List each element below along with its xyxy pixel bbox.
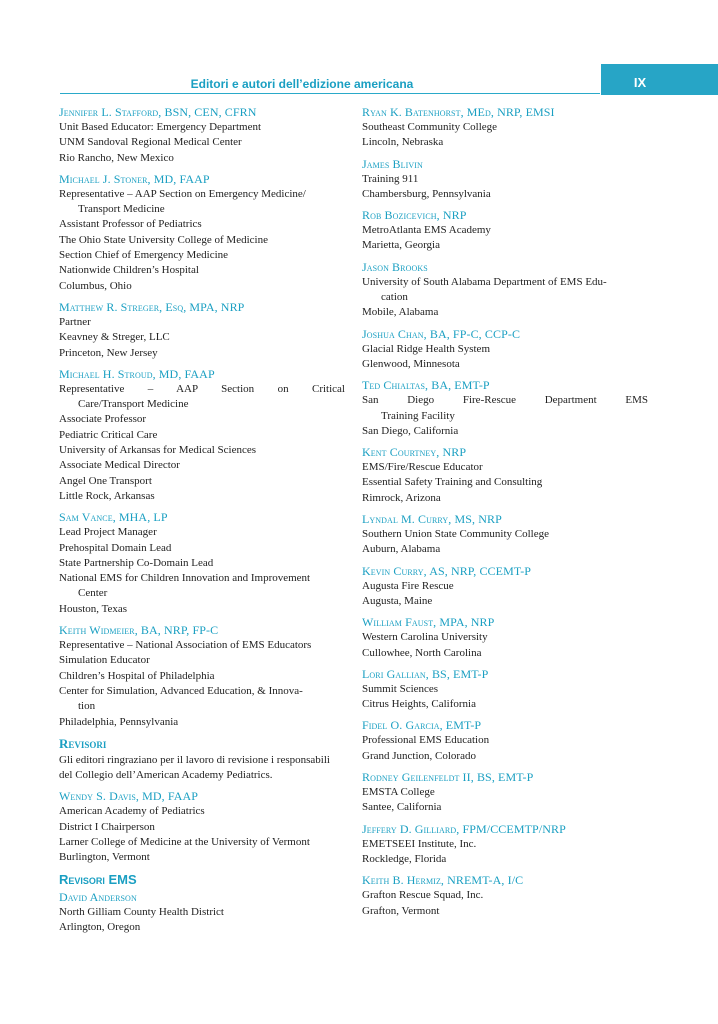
affiliation-line: Augusta Fire Rescue — [362, 579, 454, 592]
page-number: IX — [633, 75, 647, 90]
contributor-entry — [59, 104, 345, 166]
affiliation-line: Rockledge, Florida — [362, 852, 447, 865]
affiliation-line: EMS/Fire/Rescue Educator — [362, 461, 483, 474]
affiliation-line: MetroAtlanta EMS Academy — [362, 224, 491, 237]
contributor-entry — [362, 511, 648, 558]
contributor-name: William Faust, MPA, NRP — [362, 615, 495, 630]
contributor-name: Keith B. Hermiz, NREMT-A, I/C — [362, 873, 524, 888]
affiliation-line: National EMS for Children Innovation and Improvement — [59, 572, 311, 585]
contributor-entry — [362, 444, 648, 506]
contributor-entry — [362, 821, 648, 868]
affiliation-line: tion — [78, 700, 96, 713]
contributor-name: Keith Widmeier, BA, NRP, FP-C — [59, 623, 219, 638]
affiliation-line: Transport Medicine — [78, 203, 165, 216]
affiliation-line: Western Carolina University — [362, 631, 488, 644]
contributor-entry — [59, 788, 345, 865]
affiliation-line: Representative – AAP Section on Critical — [59, 382, 345, 395]
contributor-name: Ted Chialtas, BA, EMT-P — [362, 378, 490, 393]
affiliation-line: Assistant Professor of Pediatrics — [59, 218, 202, 231]
affiliation-line: North Gilliam County Health District — [59, 905, 224, 918]
running-header-title: Editori e autori dell’edizione americana — [190, 77, 414, 91]
contributor-entry — [362, 156, 648, 203]
affiliation-line: Prehospital Domain Lead — [59, 541, 172, 554]
right-column — [362, 104, 648, 924]
contributor-name: Lyndal M. Curry, MS, NRP — [362, 512, 502, 527]
contributor-entry — [362, 872, 648, 919]
contributor-entry — [59, 889, 345, 936]
affiliation-line: Associate Medical Director — [59, 459, 180, 472]
contributor-entry — [59, 622, 345, 730]
affiliation-line: Representative – National Association of EMS Educators — [59, 639, 312, 652]
affiliation-line: Cullowhee, North Carolina — [362, 646, 482, 659]
affiliation-line: Center — [78, 587, 108, 600]
contributor-name: Fidel O. Garcia, EMT-P — [362, 718, 482, 733]
contributor-name: Rob Bozicevich, NRP — [362, 208, 467, 223]
affiliation-line: Nationwide Children’s Hospital — [59, 264, 199, 277]
contributor-entry — [59, 299, 345, 361]
header-rule — [60, 93, 600, 94]
affiliation-line: Glacial Ridge Health System — [362, 342, 490, 355]
contributor-entry — [362, 104, 648, 151]
affiliation-line: Marietta, Georgia — [362, 239, 440, 252]
affiliation-line: Rio Rancho, New Mexico — [59, 151, 174, 164]
contributor-name: Joshua Chan, BA, FP-C, CCP-C — [362, 326, 521, 341]
section-heading-revisori-ems: Revisori EMS — [59, 871, 137, 887]
contributor-name: Matthew R. Streger, Esq, MPA, NRP — [59, 299, 245, 314]
contributor-name: Jason Brooks — [362, 259, 428, 274]
affiliation-line: Center for Simulation, Advanced Education, & Innova- — [59, 684, 303, 697]
affiliation-line: Southeast Community College — [362, 121, 498, 133]
affiliation-line: Southern Union State Community College — [362, 528, 549, 541]
affiliation-line: EMETSEEI Institute, Inc. — [362, 837, 477, 850]
contributor-name: Lori Gallian, BS, EMT-P — [362, 666, 489, 681]
contributor-name: Jennifer L. Stafford, BSN, CEN, CFRN — [59, 105, 257, 119]
contributor-entry — [59, 509, 345, 617]
affiliation-line: Santee, California — [362, 801, 442, 814]
contributor-name: Wendy S. Davis, MD, FAAP — [59, 789, 199, 804]
affiliation-line: Section Chief of Emergency Medicine — [59, 249, 229, 262]
affiliation-line: UNM Sandoval Regional Medical Center — [59, 136, 242, 149]
affiliation-line: Training Facility — [381, 409, 455, 422]
contributor-name: Rodney Geilenfeldt II, BS, EMT-P — [362, 770, 534, 785]
affiliation-line: Unit Based Educator: Emergency Department — [59, 121, 262, 133]
affiliation-line: Grafton, Vermont — [362, 904, 440, 917]
affiliation-line: Professional EMS Education — [362, 734, 490, 747]
contributor-entry — [362, 666, 648, 713]
contributor-entry — [362, 717, 648, 764]
affiliation-line: Pediatric Critical Care — [59, 428, 158, 441]
affiliation-line: Lincoln, Nebraska — [362, 136, 444, 149]
affiliation-line: Larner College of Medicine at the University of Vermont — [59, 835, 310, 848]
affiliation-line: EMSTA College — [362, 786, 435, 799]
affiliation-line: cation — [381, 291, 408, 304]
affiliation-line: Angel One Transport — [59, 474, 152, 487]
contributor-name: David Anderson — [59, 889, 137, 904]
contributor-entry — [362, 377, 648, 439]
affiliation-line: Mobile, Alabama — [362, 306, 439, 319]
contributor-entry — [362, 769, 648, 816]
affiliation-line: Chambersburg, Pennsylvania — [362, 187, 491, 200]
contributor-entry — [59, 366, 345, 504]
contributor-name: Sam Vance, MHA, LP — [59, 510, 168, 525]
contributor-entry — [362, 563, 648, 610]
affiliation-line: Little Rock, Arkansas — [59, 489, 155, 502]
affiliation-line: Essential Safety Training and Consulting — [362, 476, 543, 489]
affiliation-line: Auburn, Alabama — [362, 543, 441, 556]
contributor-entry — [362, 207, 648, 254]
contributor-name: Michael H. Stroud, MD, FAAP — [59, 366, 215, 381]
affiliation-line: State Partnership Co-Domain Lead — [59, 556, 214, 569]
affiliation-line: Burlington, Vermont — [59, 851, 150, 864]
affiliation-line: Glenwood, Minnesota — [362, 357, 460, 370]
contributor-entry — [362, 614, 648, 661]
affiliation-line: Children’s Hospital of Philadelphia — [59, 669, 215, 682]
affiliation-line: American Academy of Pediatrics — [59, 805, 205, 818]
affiliation-line: University of South Alabama Department of EMS Edu- — [362, 275, 607, 288]
affiliation-line: Grafton Rescue Squad, Inc. — [362, 889, 484, 902]
left-column — [59, 104, 345, 940]
affiliation-line: San Diego Fire-Rescue Department EMS — [362, 394, 648, 407]
affiliation-line: Rimrock, Arizona — [362, 491, 441, 504]
contributor-name: Jeffery D. Gilliard, FPM/CCEMTP/NRP — [362, 821, 566, 836]
affiliation-line: The Ohio State University College of Medicine — [59, 233, 268, 246]
affiliation-line: Simulation Educator — [59, 654, 150, 667]
contributor-name: James Blivin — [362, 156, 423, 171]
contributor-entry — [362, 259, 648, 321]
contributor-entry — [59, 171, 345, 294]
affiliation-line: Grand Junction, Colorado — [362, 749, 476, 762]
affiliation-line: Augusta, Maine — [362, 594, 433, 607]
section-heading-revisori: Revisori — [59, 735, 107, 751]
affiliation-line: Keavney & Streger, LLC — [59, 331, 170, 344]
affiliation-line: Associate Professor — [59, 413, 147, 426]
affiliation-line: Philadelphia, Pennsylvania — [59, 715, 179, 728]
affiliation-line: Arlington, Oregon — [59, 920, 141, 933]
affiliation-line: Partner — [59, 315, 91, 328]
affiliation-line: Lead Project Manager — [59, 526, 157, 539]
affiliation-line: Houston, Texas — [59, 602, 128, 615]
affiliation-line: University of Arkansas for Medical Sciences — [59, 444, 257, 457]
affiliation-line: San Diego, California — [362, 424, 459, 437]
affiliation-line: Summit Sciences — [362, 682, 439, 695]
affiliation-line: Training 911 — [362, 172, 419, 185]
revisori-intro: Gli editori ringraziano per il lavoro di revisione i responsabili del Collegio dell’American Academy Pediatrics. — [59, 753, 330, 782]
contributor-name: Kevin Curry, AS, NRP, CCEMT-P — [362, 563, 532, 578]
affiliation-line: Representative – AAP Section on Emergency Medicine/ — [59, 187, 306, 200]
affiliation-line: Citrus Heights, California — [362, 698, 476, 711]
affiliation-line: Columbus, Ohio — [59, 279, 132, 292]
contributor-name: Kent Courtney, NRP — [362, 445, 467, 460]
contributor-entry — [362, 326, 648, 373]
contributor-name: Michael J. Stoner, MD, FAAP — [59, 171, 210, 186]
affiliation-line: Princeton, New Jersey — [59, 346, 158, 359]
affiliation-line: District I Chairperson — [59, 820, 155, 833]
contributor-name: Ryan K. Batenhorst, MEd, NRP, EMSI — [362, 105, 555, 119]
affiliation-line: Care/Transport Medicine — [78, 398, 189, 411]
